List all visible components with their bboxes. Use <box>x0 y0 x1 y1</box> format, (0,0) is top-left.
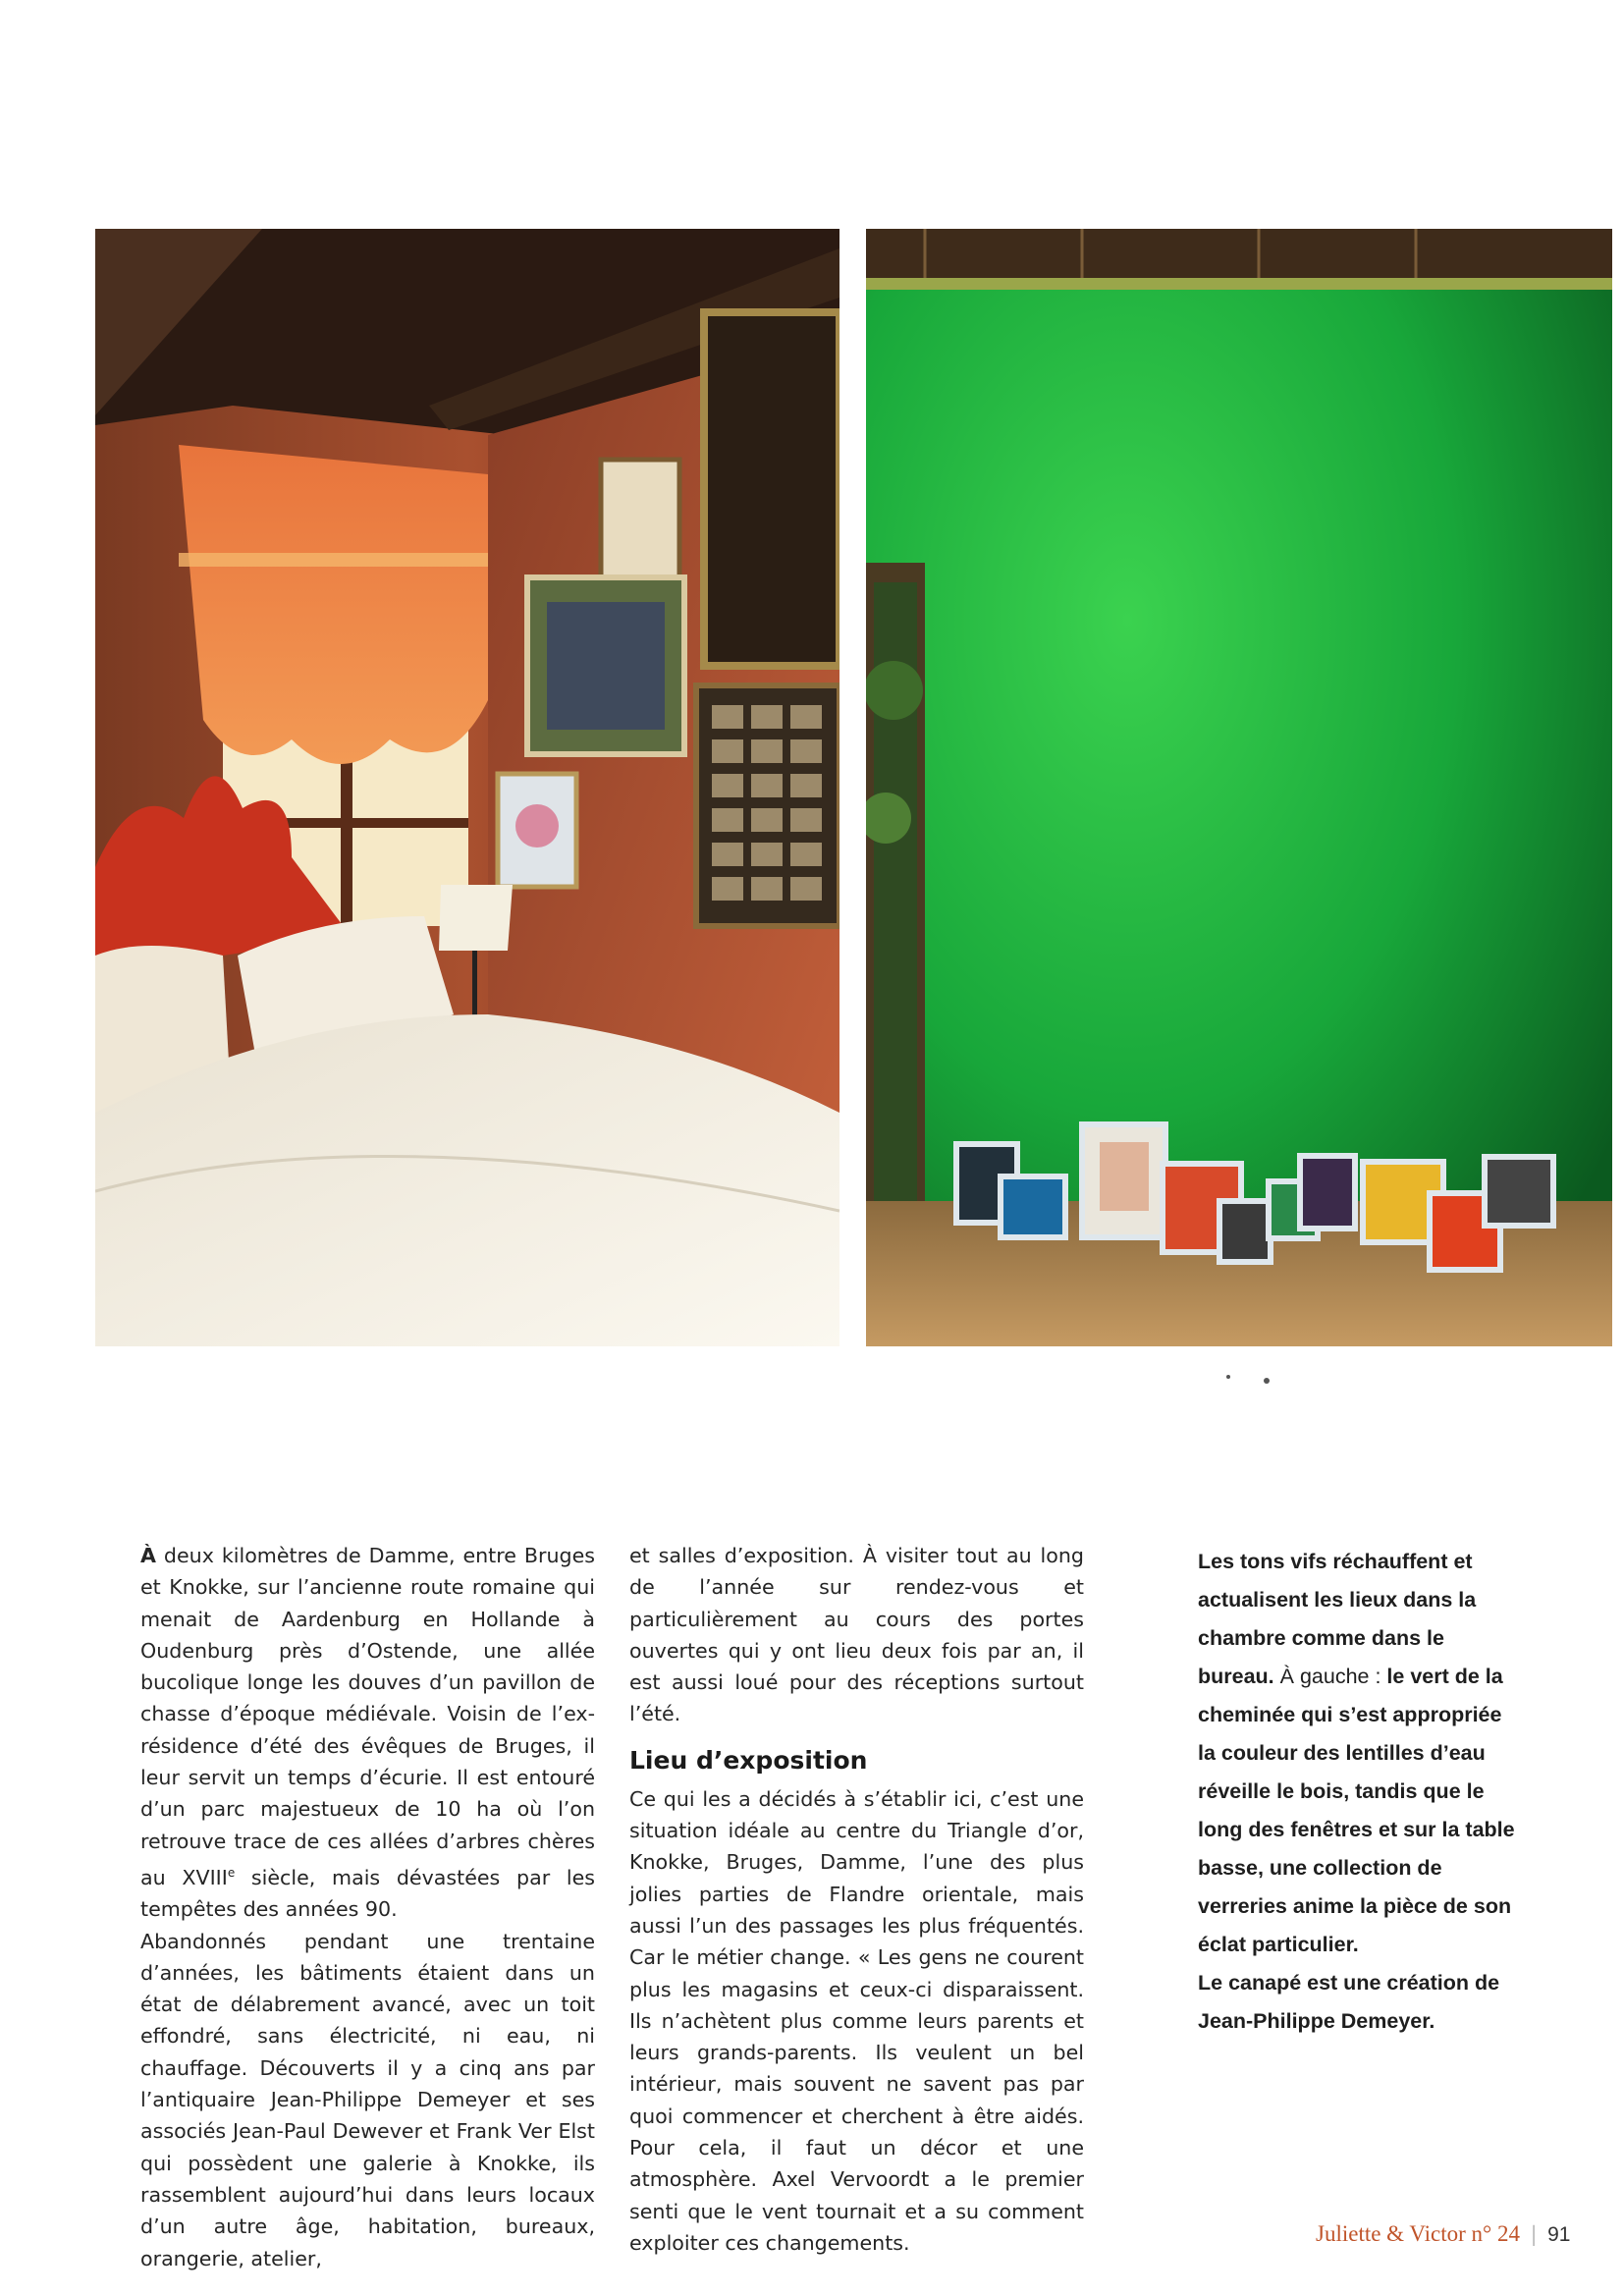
caption-direction: À gauche : <box>1279 1665 1381 1688</box>
photo-caption <box>1198 1543 1522 2041</box>
issue-number: n° 24 <box>1471 2221 1520 2246</box>
page-footer <box>1316 2221 1581 2247</box>
scan-speck <box>1226 1375 1230 1379</box>
page-number: 91 <box>1547 2223 1571 2246</box>
paragraph-3: et salles d’exposition. À visiter tout au long de l’année sur rendez-vous et particulièrement au cours des portes ouvertes qui y ont lieu deux fois par an, il est aussi loué pour des réceptions surtout l’été. <box>629 1544 1084 1726</box>
drop-cap: À <box>140 1544 156 1567</box>
bedroom-photo <box>95 229 839 1346</box>
caption-part-4: Le canapé est une création de Jean-Philippe Demeyer. <box>1198 1971 1500 2033</box>
paragraph-intro-end: siècle, mais dévastées par les tempêtes des années 90. <box>140 1865 595 1922</box>
superscript: e <box>227 1865 236 1880</box>
scan-speck <box>1264 1378 1270 1384</box>
article-column-2 <box>629 1540 1084 2259</box>
paragraph-2: Abandonnés pendant une trentaine d’années, les bâtiments étaient dans un état de délabrement avancé, avec un toit effondré, sans électricité, ni eau, ni chauffage. Découverts il y a cinq ans par l’antiquaire Jean-Philippe Demeyer et ses associés Jean-Paul Dewever et Frank Ver Elst qui possèdent une galerie à Knokke, ils rassemblent aujourd’hui dans leurs locaux d’un autre âge, habitation, bureaux, orangerie, atelier, <box>140 1929 595 2270</box>
caption-part-3: le vert de la cheminée qui s’est appropriée la couleur des lentilles d’eau réveille le bois, tandis que le long des fenêtres et sur la table basse, une collection de verreries anime la pièce de son éclat particulier. <box>1198 1665 1515 1956</box>
paragraph-4: Ce qui les a décidés à s’établir ici, c’est une situation idéale au centre du Triangle d’or, Knokke, Bruges, Damme, l’une des plus jolies parties de Flandre orientale, mais aussi l’un des passages les plus fréquentés. Car le métier change. « Les gens ne courent plus les magasins et ceux-ci disparaissent. Ils n’achètent plus comme leurs parents et leurs grands-parents. Ils veulent un bel intérieur, mais souvent ne savent pas par quoi commencer et cherchent à être aidés. Pour cela, il faut un décor et une atmosphère. Axel Vervoordt a le premier senti que le vent tournait et a su comment exploiter ces changements. <box>629 1786 1084 2255</box>
section-heading: Lieu d’exposition <box>629 1745 868 1775</box>
caption-part-1: Les tons vifs réchauffent et actualisent les lieux dans la chambre comme dans le bureau. <box>1198 1550 1477 1688</box>
green-room-photo-image <box>866 229 1612 1346</box>
bedroom-photo-image <box>95 229 839 1346</box>
footer-separator: | <box>1531 2221 1537 2246</box>
paragraph-intro-text: deux kilomètres de Damme, entre Bruges et Knokke, sur l’ancienne route romaine qui menait de Aardenburg en Hollande à Oudenburg près d’Ostende, une allée bucolique longe les douves d’un pavillon de chasse d’époque médiévale. Voisin de l’ex-résidence d’été des évêques de Bruges, il leur servit un temps d’écurie. Il est entouré d’un parc majestueux de 10 ha où l’on retrouve trace de ces allées d’arbres chères au XVIII <box>140 1544 595 1889</box>
green-room-photo <box>866 229 1612 1346</box>
paragraph-intro <box>140 1540 595 1926</box>
article-column-1 <box>140 1540 595 2274</box>
magazine-name: Juliette & Victor <box>1316 2221 1466 2246</box>
